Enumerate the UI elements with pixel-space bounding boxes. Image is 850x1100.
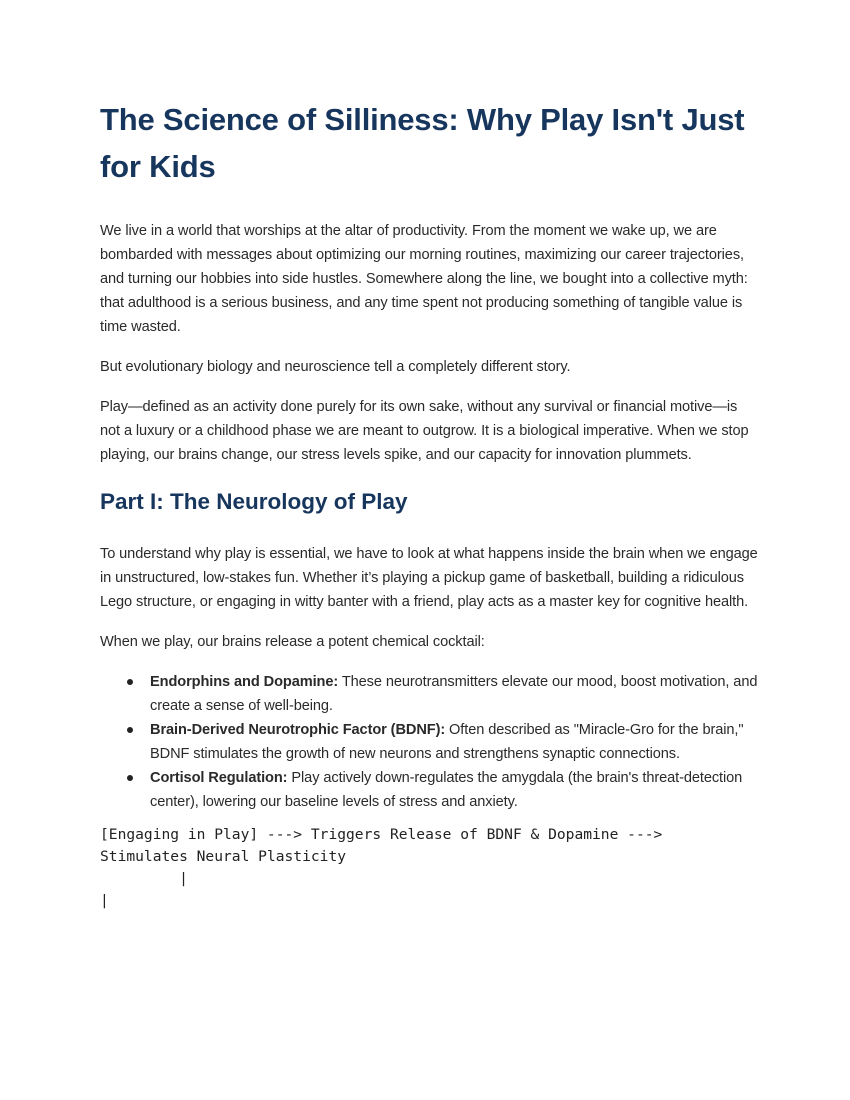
bullet-term: Brain-Derived Neurotrophic Factor (BDNF): xyxy=(150,722,446,738)
bullet-text: These neurotransmitters elevate our mood, boost motivation, and create a sense of well-being. xyxy=(150,674,758,714)
bullet-term: Cortisol Regulation: xyxy=(150,770,288,786)
flow-diagram-code xyxy=(100,824,760,912)
code-line: Stimulates Neural Plasticity xyxy=(100,848,347,865)
list-item xyxy=(150,718,760,766)
bullet-text: Often described as "Miracle-Gro for the brain," BDNF stimulates the growth of new neurons and strengthens synaptic connections. xyxy=(150,722,744,762)
section-paragraph-2: When we play, our brains release a potent chemical cocktail: xyxy=(100,634,485,650)
code-line: | xyxy=(100,870,188,887)
intro-paragraph-1: We live in a world that worships at the altar of productivity. From the moment we wake up, we are bombarded with messages about optimizing our morning routines, maximizing our career trajectories, and turning our hobbies into side hustles. Somewhere along the line, we bought into a collective myth: that adulthood is a serious business, and any time spent not producing something of tangible value is time wasted. xyxy=(100,223,748,335)
bullet-term: Endorphins and Dopamine: xyxy=(150,674,339,690)
intro-paragraph-3: Play—defined as an activity done purely for its own sake, without any survival or financial motive—is not a luxury or a childhood phase we are meant to outgrow. It is a biological imperative. When we stop playing, our brains change, our stress levels spike, and our capacity for innovation plummets. xyxy=(100,399,749,463)
code-line: [Engaging in Play] ---> Triggers Release of BDNF & Dopamine ---> xyxy=(100,826,663,843)
bullet-text: Play actively down-regulates the amygdala (the brain's threat-detection center), lowering our baseline levels of stress and anxiety. xyxy=(150,770,743,810)
section-paragraph-1: To understand why play is essential, we have to look at what happens inside the brain when we engage in unstructured, low-stakes fun. Whether it’s playing a pickup game of basketball, building a ridiculous Lego structure, or engaging in witty banter with a friend, play acts as a master key for cognitive health. xyxy=(100,546,758,610)
section-heading: Part I: The Neurology of Play xyxy=(100,489,408,514)
document-page xyxy=(100,96,760,912)
list-item xyxy=(150,766,760,814)
intro-paragraph-2: But evolutionary biology and neuroscience tell a completely different story. xyxy=(100,359,571,375)
code-line: | xyxy=(100,892,109,909)
bullet-list xyxy=(100,670,760,814)
document-title: The Science of Silliness: Why Play Isn't Just for Kids xyxy=(100,102,745,184)
list-item xyxy=(150,670,760,718)
